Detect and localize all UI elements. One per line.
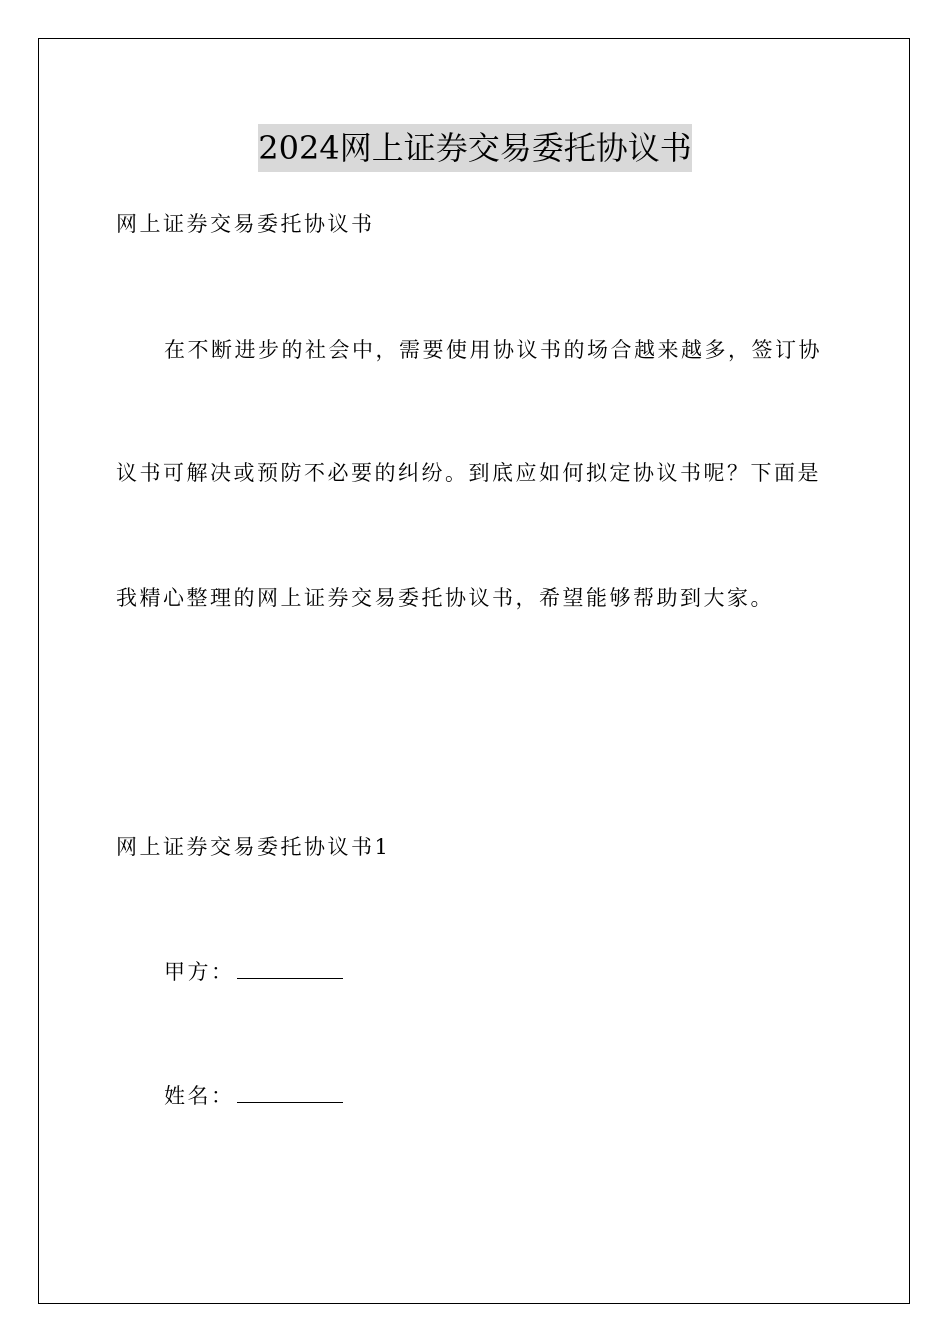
document-title-container [0,124,950,172]
document-title: 2024网上证券交易委托协议书 [258,124,691,172]
intro-line-1: 在不断进步的社会中，需要使用协议书的场合越来越多，签订协 [164,338,822,362]
party-a-label: 甲方： [164,960,235,984]
section-heading: 网上证券交易委托协议书1 [116,835,391,859]
party-a-field [164,958,343,986]
document-subtitle: 网上证券交易委托协议书 [116,212,375,236]
name-field [164,1082,343,1110]
name-blank[interactable] [237,1082,343,1103]
name-label: 姓名： [164,1084,235,1108]
intro-line-2: 议书可解决或预防不必要的纠纷。到底应如何拟定协议书呢？下面是 [116,461,821,485]
party-a-blank[interactable] [237,958,343,979]
intro-line-3: 我精心整理的网上证券交易委托协议书，希望能够帮助到大家。 [116,586,774,610]
